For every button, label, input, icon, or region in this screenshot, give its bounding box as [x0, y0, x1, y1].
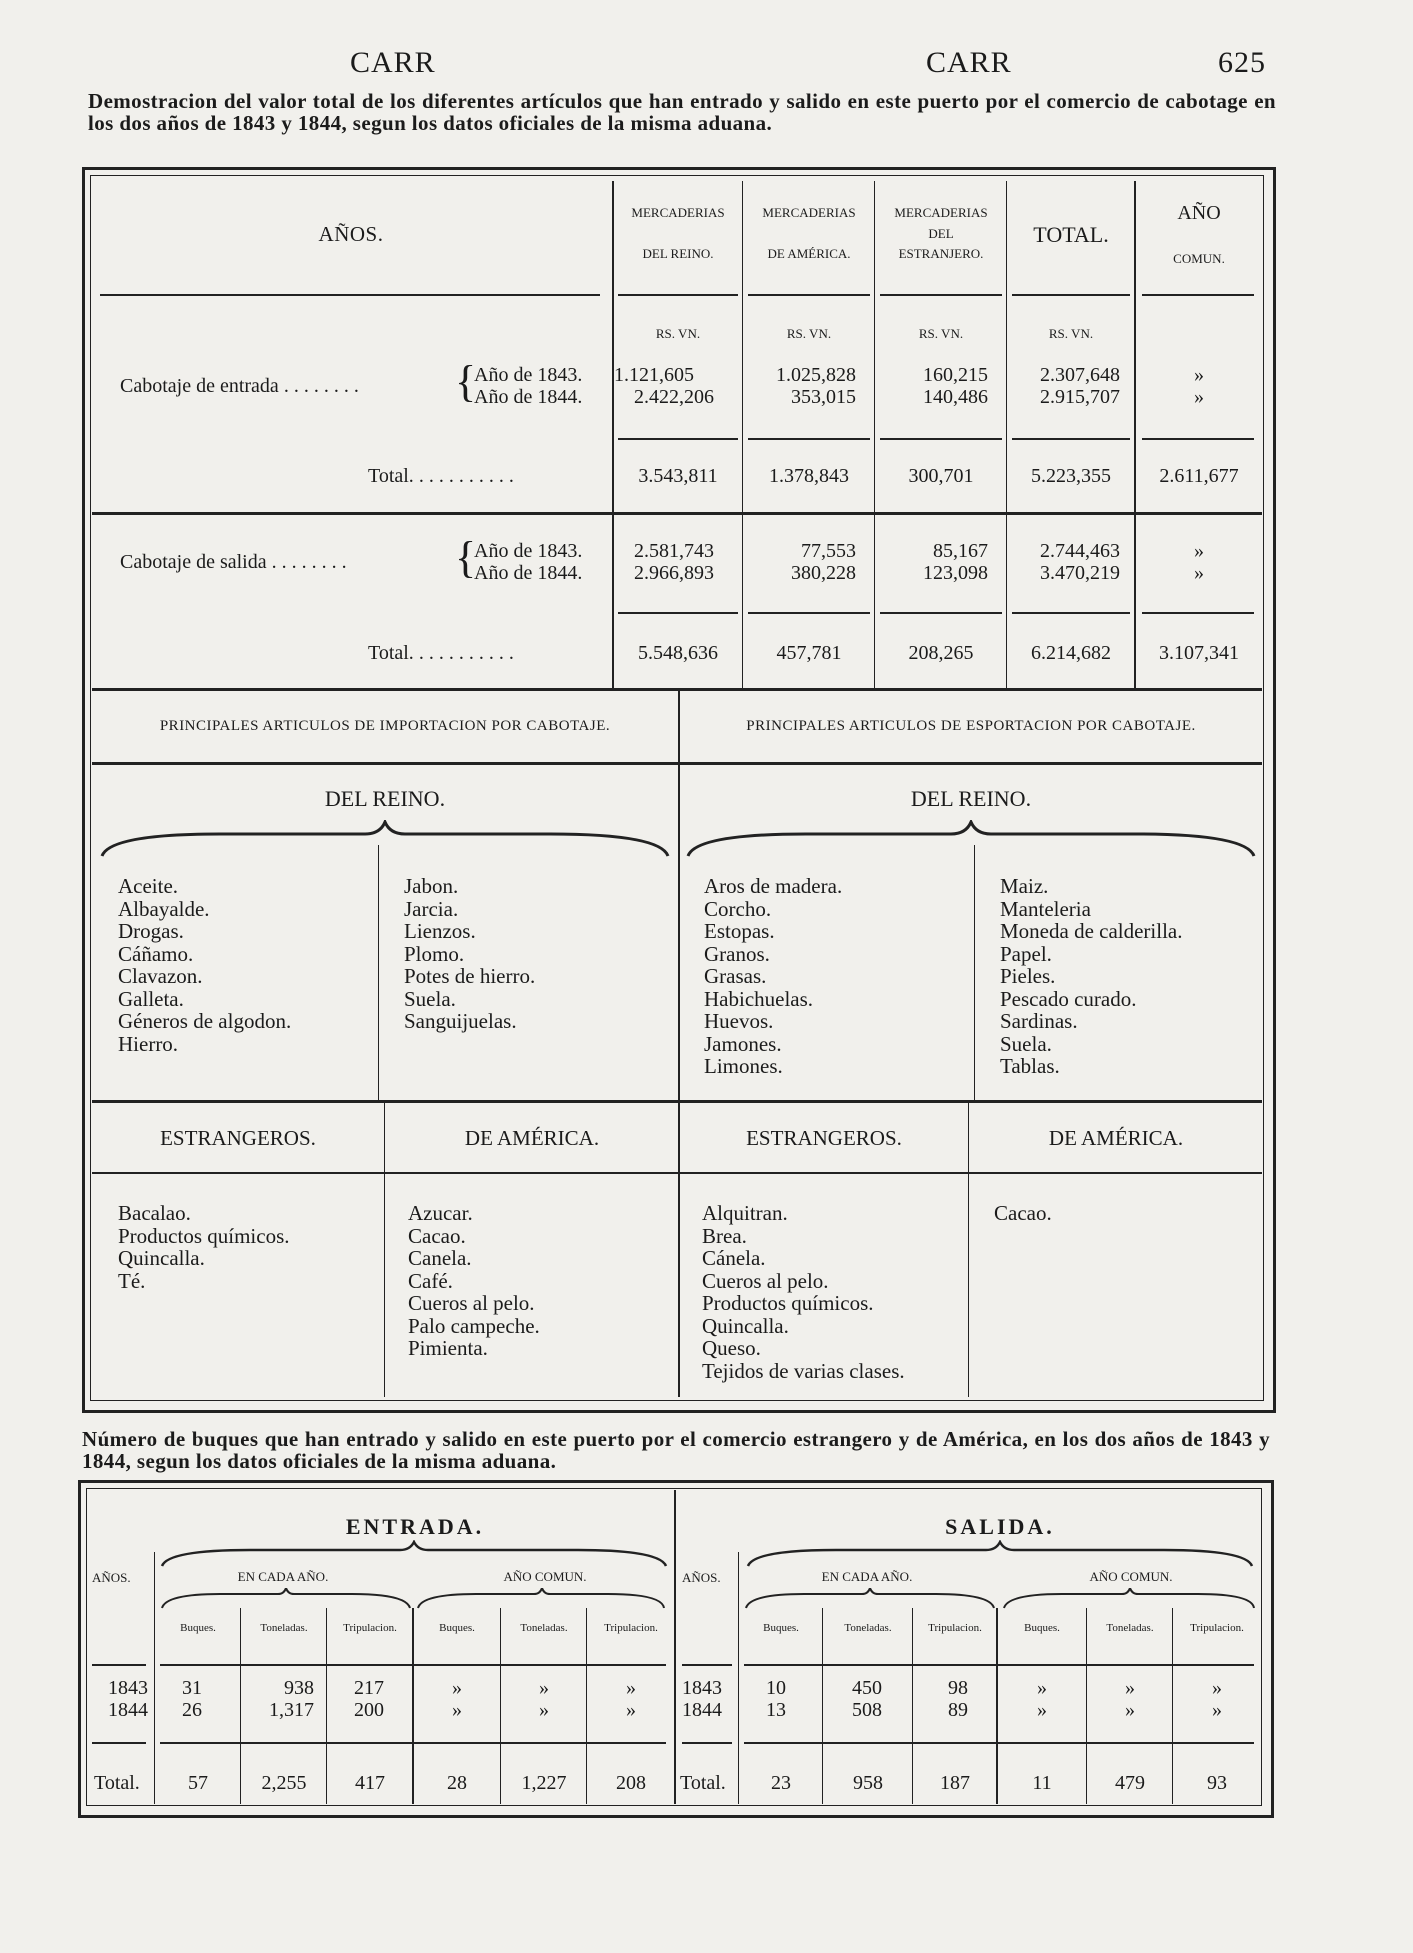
col-anos: AÑOS. [318, 222, 384, 246]
salida-sum-rule-4 [1012, 612, 1130, 614]
vrule-2 [742, 181, 743, 689]
salida-year-1: Año de 1843. [474, 540, 583, 562]
imp-reino-list-a [118, 875, 291, 1055]
exp-reino-col-rule [974, 845, 975, 1100]
list-item: Té. [118, 1268, 146, 1293]
t2-sal-tot-buques: 23 [771, 1772, 791, 1794]
exp-estrangeros: ESTRANGEROS. [746, 1126, 902, 1150]
hdr-underline-4 [880, 294, 1002, 296]
t2-sal-tot-cb: 11 [1032, 1772, 1052, 1794]
t2-rule [240, 1608, 241, 1804]
list-item: Jarcia. [404, 896, 459, 921]
exp-lower-col-rule [968, 1103, 969, 1397]
t2-ent-ano-comun: AÑO COMUN. [503, 1569, 587, 1584]
t2-year-1844: 1844 [108, 1699, 148, 1721]
list-item: Galleta. [118, 986, 184, 1011]
list-item: Pimienta. [408, 1336, 488, 1360]
salida-r2-comun: » [1194, 562, 1204, 584]
t2-h-tripulacion: Tripulacion. [343, 1622, 397, 1634]
t2-ent-r2-buques: 26 [182, 1699, 202, 1721]
list-item: Queso. [702, 1336, 761, 1360]
list-item: Cacao. [408, 1223, 466, 1248]
t2-h-toneladas: Toneladas. [844, 1622, 892, 1634]
salida-total-label [368, 642, 514, 665]
articles-top-rule [92, 688, 1262, 691]
t2-sal-r2-buques: 13 [766, 1699, 786, 1721]
imp-reino-col-rule [378, 845, 379, 1100]
entrada-sum-rule-2 [748, 438, 870, 440]
list-item: Grasas. [704, 964, 767, 988]
col-america-2: DE AMÉRICA. [767, 246, 851, 261]
t2-hdr-rule [160, 1664, 666, 1666]
unit-2: RS. VN. [786, 326, 832, 341]
t2-h-tripulacion: Tripulacion. [928, 1622, 982, 1634]
imp-estr-list [118, 1202, 290, 1292]
vrule-1 [612, 181, 614, 689]
t2-sal-tot-cr: 93 [1207, 1772, 1227, 1794]
t2-year-1843: 1843 [108, 1677, 148, 1699]
list-item: Suela. [404, 986, 456, 1011]
list-item: Pescado curado. [1000, 986, 1137, 1011]
entrada-sum-rule-1 [618, 438, 738, 440]
t2-rule [1086, 1608, 1087, 1804]
salida-r1-estr: 85,167 [933, 540, 988, 562]
t2-ent-tot-trip: 417 [355, 1772, 385, 1794]
t2-total-rule [682, 1742, 732, 1744]
t2-ent-r1-ct: » [539, 1677, 549, 1699]
salida-r1-america: 77,553 [801, 540, 856, 562]
imp-estrangeros: ESTRANGEROS. [160, 1126, 316, 1150]
salida-r2-estr: 123,098 [923, 562, 988, 584]
t2-h-toneladas: Toneladas. [260, 1622, 308, 1634]
salida-r2-total: 3.470,219 [1040, 562, 1120, 584]
entrada-year-1: Año de 1843. [474, 364, 583, 386]
t2-rule [1172, 1608, 1173, 1804]
list-item: Albayalde. [118, 896, 210, 921]
entrada-sum-rule-3 [880, 438, 1002, 440]
list-item: Suela. [1000, 1031, 1052, 1056]
entrada-salida-divider [92, 512, 1262, 515]
list-item: Corcho. [704, 896, 772, 921]
col-reino-2: DEL REINO. [642, 246, 714, 261]
list-item: Hierro. [118, 1031, 179, 1056]
list-item: Plomo. [404, 941, 465, 966]
t2-ent-r2-cb: » [452, 1699, 462, 1721]
entrada-r2-comun: » [1194, 386, 1204, 408]
t2-rule [822, 1608, 823, 1804]
entrada-total-dots: . . . . . . . . . . [418, 465, 514, 487]
hdr-underline-2 [618, 294, 738, 296]
salida-sum-rule-3 [880, 612, 1002, 614]
t2-ent-r2-trip: 200 [354, 1699, 384, 1721]
list-item: Tejidos de varias clases. [702, 1358, 905, 1383]
t2-sal-r2-ton: 508 [852, 1699, 882, 1721]
lower-header-rule [92, 1172, 1262, 1174]
t2-h-buques: Buques. [1024, 1622, 1060, 1634]
t2-sal-ano-comun: AÑO COMUN. [1089, 1569, 1173, 1584]
entrada-r2-america: 353,015 [791, 386, 856, 408]
col-reino-1: MERCADERIAS [631, 205, 725, 220]
t2-anos-rule-right [738, 1552, 739, 1804]
exp-reino-list-a [704, 875, 842, 1078]
t2-sal-r1-ton: 450 [852, 1677, 882, 1699]
list-item: Limones. [704, 1054, 783, 1078]
t2-sal-r2-cr: » [1212, 1699, 1222, 1721]
t2-sal-r1-trip: 98 [948, 1677, 968, 1699]
list-item: Lienzos. [404, 919, 476, 943]
exp-estr-list [702, 1202, 905, 1382]
running-head-left: CARR [350, 46, 436, 79]
unit-3: RS. VN. [918, 326, 964, 341]
salida-label-dots: . . . . . . . . [271, 551, 347, 573]
list-item: Bacalao. [118, 1201, 191, 1225]
col-total: TOTAL. [1033, 222, 1109, 247]
list-item: Tablas. [1000, 1054, 1060, 1078]
t2-sal-tot-trip: 187 [940, 1772, 970, 1794]
t2-entrada-brace [160, 1540, 668, 1570]
salida-label [120, 551, 347, 574]
list-item: Productos químicos. [702, 1291, 874, 1315]
exp-de-america: DE AMÉRICA. [1048, 1126, 1184, 1150]
t2-sal-r1-buques: 10 [766, 1677, 786, 1699]
list-item: Productos químicos. [118, 1223, 290, 1248]
entrada-label-dots: . . . . . . . . [283, 375, 359, 397]
exp-reino-list-b [1000, 875, 1183, 1078]
t2-rule [586, 1608, 587, 1804]
list-item: Sardinas. [1000, 1009, 1078, 1033]
list-item: Brea. [702, 1223, 747, 1248]
entrada-r1-america: 1.025,828 [776, 364, 856, 386]
salida-r2-reino: 2.966,893 [634, 562, 714, 584]
t2-center-rule [674, 1490, 676, 1804]
vrule-3 [874, 181, 875, 689]
t2-ent-en-cada: EN CADA AÑO. [237, 1569, 329, 1584]
t2-ent-tot-cb: 28 [447, 1772, 467, 1794]
col-estr-3: ESTRANJERO. [898, 246, 984, 261]
entrada-total-total: 5.223,355 [1031, 465, 1111, 487]
list-item: Sanguijuelas. [404, 1009, 517, 1033]
t2-hdr-rule [682, 1664, 732, 1666]
t2-hdr-rule [92, 1664, 146, 1666]
list-item: Alquitran. [702, 1201, 788, 1225]
t2-h-buques: Buques. [180, 1622, 216, 1634]
salida-r1-comun: » [1194, 540, 1204, 562]
t2-sal-tot-ton: 958 [853, 1772, 883, 1794]
salida-total-america: 457,781 [776, 642, 842, 664]
t2-h-toneladas: Toneladas. [1106, 1622, 1154, 1634]
list-item: Potes de hierro. [404, 964, 536, 988]
t2-sal-r1-ct: » [1125, 1677, 1135, 1699]
unit-1: RS. VN. [655, 326, 701, 341]
page-number: 625 [1218, 46, 1266, 79]
list-item: Maiz. [1000, 874, 1049, 898]
salida-total-total: 6.214,682 [1031, 642, 1111, 664]
list-item: Drogas. [118, 919, 184, 943]
t2-ent-r1-cb: » [452, 1677, 462, 1699]
col-america-1: MERCADERIAS [762, 205, 856, 220]
t2-year-1844-r: 1844 [682, 1699, 722, 1721]
t2-h-buques: Buques. [439, 1622, 475, 1634]
t2-ent-r2-ton: 1,317 [269, 1699, 314, 1721]
entrada-r1-comun: » [1194, 364, 1204, 386]
salida-r1-reino: 2.581,743 [634, 540, 714, 562]
imp-del-reino: DEL REINO. [324, 786, 446, 811]
t2-anos-left: AÑOS. [92, 1570, 131, 1585]
t2-anos-right: AÑOS. [682, 1570, 721, 1585]
entrada-total-label-text: Total. [368, 465, 414, 487]
vrule-4 [1006, 181, 1007, 689]
t2-sal-r2-ct: » [1125, 1699, 1135, 1721]
list-item: Cueros al pelo. [702, 1268, 829, 1293]
hdr-underline-5 [1012, 294, 1130, 296]
t2-sal-r1-cr: » [1212, 1677, 1222, 1699]
list-item: Moneda de calderilla. [1000, 919, 1183, 943]
unit-4: RS. VN. [1048, 326, 1094, 341]
entrada-total-america: 1.378,843 [769, 465, 849, 487]
list-item: Aros de madera. [704, 874, 843, 898]
salida-year-2: Año de 1844. [474, 562, 583, 584]
list-item: Palo campeche. [408, 1313, 540, 1338]
entrada-r1-estr: 160,215 [923, 364, 988, 386]
salida-sum-rule-1 [618, 612, 738, 614]
salida-total-comun: 3.107,341 [1159, 642, 1239, 664]
t2-ent-tot-ct: 1,227 [521, 1772, 567, 1794]
imp-title-rule [92, 762, 678, 765]
list-item: Papel. [1000, 941, 1052, 966]
hdr-underline-3 [748, 294, 870, 296]
entrada-label-text: Cabotaje de entrada [120, 375, 279, 397]
list-item: Canela. [408, 1246, 472, 1270]
exp-amer-list [994, 1202, 1052, 1225]
list-item: Estopas. [704, 919, 775, 943]
salida-total-dots: . . . . . . . . . . [418, 642, 514, 664]
list-item: Quincalla. [118, 1246, 205, 1270]
salida-sum-rule-5 [1142, 612, 1254, 614]
entrada-r2-reino: 2.422,206 [634, 386, 714, 408]
t2-salida-head: SALIDA. [945, 1514, 1055, 1539]
list-item: Manteleria [1000, 896, 1091, 921]
entrada-brace: { [455, 357, 477, 406]
running-head-center: CARR [926, 46, 1012, 79]
list-item: Azucar. [408, 1201, 473, 1225]
t2-h-buques: Buques. [763, 1622, 799, 1634]
t2-year-1843-r: 1843 [682, 1677, 722, 1699]
t2-rule [912, 1608, 913, 1804]
entrada-label [120, 375, 359, 398]
t2-ent-r2-ct: » [539, 1699, 549, 1721]
imp-de-america: DE AMÉRICA. [464, 1126, 600, 1150]
list-item: Pieles. [1000, 964, 1056, 988]
t2-sal-r2-trip: 89 [948, 1699, 968, 1721]
t2-anos-rule-left [154, 1552, 155, 1804]
salida-total-estr: 208,265 [908, 642, 974, 664]
imp-reino-brace [100, 820, 670, 860]
list-item: Jabon. [404, 874, 459, 898]
t2-h-tripulacion: Tripulacion. [1190, 1622, 1244, 1634]
salida-brace: { [455, 533, 477, 582]
salida-total-reino: 5.548,636 [638, 642, 718, 664]
list-item: Cueros al pelo. [408, 1291, 535, 1315]
t2-rule [500, 1608, 501, 1804]
list-item: Cánela. [702, 1246, 766, 1270]
t2-total-rule [744, 1742, 1254, 1744]
t2-ent-r1-trip: 217 [354, 1677, 384, 1699]
salida-label-text: Cabotaje de salida [120, 551, 267, 573]
list-item: Jamones. [704, 1031, 782, 1056]
list-item: Cáñamo. [118, 941, 194, 966]
exp-del-reino: DEL REINO. [910, 786, 1032, 811]
t2-sal-r2-cb: » [1037, 1699, 1047, 1721]
salida-r1-total: 2.744,463 [1040, 540, 1120, 562]
t2-total-rule [92, 1742, 146, 1744]
imp-reino-list-b [404, 875, 535, 1033]
t2-ent-tot-cr: 208 [616, 1772, 646, 1794]
entrada-total-comun: 2.611,677 [1159, 465, 1239, 487]
entrada-total-reino: 3.543,811 [638, 465, 718, 487]
t2-sal-en-cada: EN CADA AÑO. [821, 1569, 913, 1584]
t2-h-tripulacion: Tripulacion. [604, 1622, 658, 1634]
t2-ent-tot-ton: 2,255 [261, 1772, 307, 1794]
entrada-total-estr: 300,701 [908, 465, 974, 487]
table2-title: Número de buques que han entrado y salido en este puerto por el comercio estrangero y de América, en los dos años de 1843 y 1844, segun los datos oficiales de la misma aduana. [82, 1427, 1270, 1473]
col-estr-2: DEL [928, 226, 954, 241]
exp-reino-brace [686, 820, 1256, 860]
list-item: Granos. [704, 941, 770, 966]
t2-rule [326, 1608, 327, 1804]
entrada-r1-reino: 1.121,605 [614, 364, 694, 386]
t2-total-label-left: Total. [94, 1772, 140, 1794]
t2-entrada-head: ENTRADA. [345, 1514, 485, 1539]
t2-salida-brace [746, 1540, 1254, 1570]
list-item: Cacao. [994, 1201, 1052, 1225]
salida-sum-rule-2 [748, 612, 870, 614]
t2-h-toneladas: Toneladas. [520, 1622, 568, 1634]
list-item: Géneros de algodon. [118, 1009, 292, 1033]
t2-ent-tot-buques: 57 [188, 1772, 208, 1794]
entrada-year-2: Año de 1844. [474, 386, 583, 408]
t2-total-label-right: Total. [680, 1772, 726, 1794]
t2-ent-r1-cr: » [626, 1677, 636, 1699]
t2-ent-r1-buques: 31 [182, 1677, 202, 1699]
list-item: Habichuelas. [704, 986, 814, 1011]
t2-total-rule [160, 1742, 666, 1744]
list-item: Aceite. [118, 874, 179, 898]
t2-ent-sub-braces [160, 1588, 666, 1610]
salida-total-label-text: Total. [368, 642, 414, 664]
entrada-total-label [368, 465, 514, 488]
vrule-5 [1134, 181, 1136, 689]
imp-lower-col-rule [384, 1103, 385, 1397]
reino-bottom-rule [92, 1100, 1262, 1103]
entrada-sum-rule-4 [1012, 438, 1130, 440]
entrada-r2-estr: 140,486 [923, 386, 988, 408]
t2-hdr-rule [744, 1664, 1254, 1666]
col-ano-2: COMUN. [1173, 251, 1225, 266]
entrada-r2-total: 2.915,707 [1040, 386, 1120, 408]
t2-ent-r1-ton: 938 [284, 1677, 314, 1699]
hdr-underline-1 [100, 294, 600, 296]
list-item: Café. [408, 1268, 453, 1293]
entrada-r1-total: 2.307,648 [1040, 364, 1120, 386]
exp-title-rule [680, 762, 1262, 765]
entrada-sum-rule-5 [1142, 438, 1254, 440]
hdr-underline-6 [1142, 294, 1254, 296]
salida-r2-america: 380,228 [791, 562, 856, 584]
t2-sal-sub-braces [744, 1588, 1256, 1610]
list-item: Clavazon. [118, 964, 203, 988]
list-item: Quincalla. [702, 1313, 789, 1338]
t2-sal-r1-cb: » [1037, 1677, 1047, 1699]
t2-sal-tot-ct: 479 [1115, 1772, 1145, 1794]
imp-amer-list [408, 1202, 540, 1360]
table1-title: Demostracion del valor total de los diferentes artículos que han entrado y salido en este puerto por el comercio de cabotage en los dos años de 1843 y 1844, segun los datos oficiales de la misma aduana. [88, 89, 1276, 135]
imp-title: PRINCIPALES ARTICULOS DE IMPORTACION POR CABOTAJE. [159, 718, 611, 734]
col-ano-1: AÑO [1177, 202, 1221, 224]
list-item: Huevos. [704, 1009, 774, 1033]
col-estr-1: MERCADERIAS [894, 205, 988, 220]
t2-ent-r2-cr: » [626, 1699, 636, 1721]
exp-title: PRINCIPALES ARTICULOS DE ESPORTACION POR CABOTAJE. [746, 718, 1196, 734]
